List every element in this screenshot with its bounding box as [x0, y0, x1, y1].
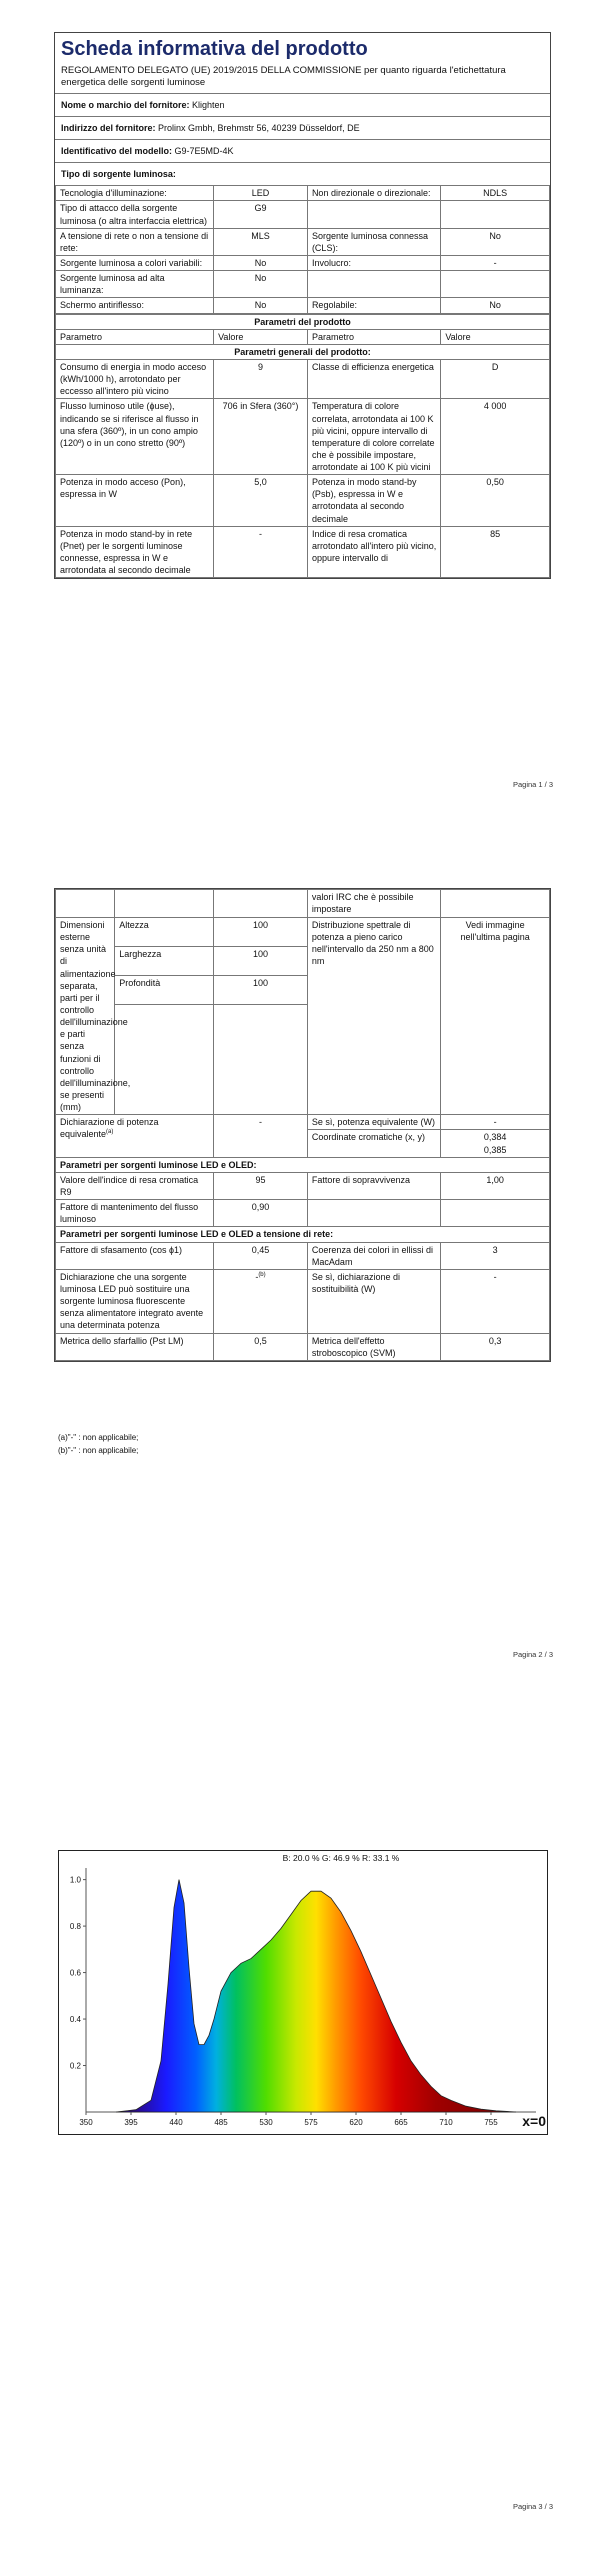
type-table — [55, 185, 550, 313]
general-cell-v1: 5,0 — [214, 475, 308, 527]
type-row — [56, 228, 550, 255]
spectral-distribution-value: Vedi immagine nell'ultima pagina — [441, 918, 550, 1115]
supplier-row — [55, 94, 550, 117]
model-value: G9-7E5MD-4K — [174, 145, 234, 156]
x-tick-label: 665 — [394, 2118, 408, 2127]
general-cell-l1: Flusso luminoso utile (ɸuse), indicando se si riferisce al flusso in una sfera (360º), in un cono ampio (120º) o in un cono stretto (90º) — [56, 399, 214, 475]
equivalent-power-value: - — [441, 1115, 550, 1130]
general-param-row — [56, 359, 550, 398]
type-cell-v1: No — [214, 255, 308, 270]
dim-name-depth: Profondità — [115, 976, 214, 1005]
type-row — [56, 201, 550, 228]
general-cell-l1: Consumo di energia in modo acceso (kWh/1000 h), arrotondato per eccesso all'intero più vicino — [56, 359, 214, 398]
type-cell-v2 — [441, 201, 550, 228]
color-consistency-value: 3 — [441, 1242, 550, 1269]
type-cell-l2: Regolabile: — [307, 298, 440, 313]
x-tick-label: 575 — [304, 2118, 318, 2127]
type-cell-l1: Schermo antiriflesso: — [56, 298, 214, 313]
general-header: Parametri generali del prodotto: — [56, 344, 550, 359]
y-tick-label: 1.0 — [69, 1875, 81, 1885]
type-cell-v2: No — [441, 228, 550, 255]
x-tick-label: 710 — [439, 2118, 453, 2127]
spectral-chart-svg — [58, 1850, 548, 2135]
params-table — [55, 314, 550, 579]
type-cell-v1: LED — [214, 186, 308, 201]
type-cell-v1: No — [214, 271, 308, 298]
general-cell-l1: Potenza in modo acceso (Pon), espressa in W — [56, 475, 214, 527]
type-cell-v2 — [441, 271, 550, 298]
cri-continued: valori IRC che è possibile impostare — [307, 890, 440, 918]
y-tick-label: 0.4 — [69, 2015, 81, 2025]
address-row — [55, 117, 550, 140]
supplier-label: Nome o marchio del fornitore: — [61, 99, 190, 110]
general-cell-l2: Classe di efficienza energetica — [307, 359, 440, 398]
stroboscopic-metric-label: Metrica dell'effetto stroboscopico (SVM) — [307, 1333, 440, 1360]
chart-title: B: 20.0 % G: 46.9 % R: 33.1 % — [282, 1853, 400, 1863]
flux-maintenance-value: 0,90 — [214, 1200, 308, 1227]
general-cell-v1: - — [214, 526, 308, 578]
page-number-1: Pagina 1 / 3 — [512, 780, 553, 789]
page-number-3: Pagina 3 / 3 — [512, 2502, 553, 2511]
address-value: Prolinx Gmbh, Brehmstr 56, 40239 Düsseldorf, DE — [158, 122, 360, 133]
x-tick-label: 350 — [79, 2118, 93, 2127]
led-params-header: Parametri per sorgenti luminose LED e OLED: — [56, 1157, 550, 1172]
flicker-metric-label: Metrica dello sfarfallio (Pst LM) — [56, 1333, 214, 1360]
col-header-param-2: Parametro — [307, 329, 440, 344]
corner-label: x=0 — [522, 2113, 546, 2129]
type-cell-v1: No — [214, 298, 308, 313]
general-param-row — [56, 475, 550, 527]
x-tick-label: 395 — [124, 2118, 138, 2127]
general-cell-v2: 85 — [441, 526, 550, 578]
general-cell-l2: Indice di resa cromatica arrotondato all'intero più vicino, oppure intervallo di — [307, 526, 440, 578]
dimensions-label: Dimensioni esterne senza unità di alimentazione separata, parti per il controllo dell'illuminazione e parti senza funzioni di controllo dell'illuminazione, se presenti (mm) — [56, 918, 115, 1115]
stroboscopic-metric-value: 0,3 — [441, 1333, 550, 1360]
dim-name-height: Altezza — [115, 918, 214, 947]
spectral-distribution-label: Distribuzione spettrale di potenza a pieno carico nell'intervallo da 250 nm a 800 nm — [307, 918, 440, 1115]
note-a-ref: (a) — [106, 1129, 114, 1136]
general-cell-v2: 0,50 — [441, 475, 550, 527]
x-tick-label: 440 — [169, 2118, 183, 2127]
type-cell-l1: Sorgente luminosa a colori variabili: — [56, 255, 214, 270]
type-row — [56, 255, 550, 270]
y-tick-label: 0.6 — [69, 1968, 81, 1978]
product-sheet-page-1 — [54, 32, 551, 579]
r9-value: 95 — [214, 1172, 308, 1199]
type-cell-l2: Involucro: — [307, 255, 440, 270]
chromaticity-value: 0,384 0,385 — [441, 1130, 550, 1157]
general-cell-l1: Potenza in modo stand-by in rete (Pnet) per le sorgenti luminose connesse, espressa in W e arrotondata al secondo decimale — [56, 526, 214, 578]
general-cell-l2: Temperatura di colore correlata, arrotondata ai 100 K più vicini, oppure intervallo di temperature di colore correlate che è possibile impostare, arrotondate ai 100 K più vicini — [307, 399, 440, 475]
general-cell-l2: Potenza in modo stand-by (Psb), espressa in W e arrotondata al secondo decimale — [307, 475, 440, 527]
chromaticity-label: Coordinate cromatiche (x, y) — [307, 1130, 440, 1157]
flux-maintenance-label: Fattore di mantenimento del flusso luminoso — [56, 1200, 214, 1227]
x-tick-label: 530 — [259, 2118, 273, 2127]
displacement-factor-label: Fattore di sfasamento (cos ɸ1) — [56, 1242, 214, 1269]
replaceability-label: Se sì, dichiarazione di sostituibilità (W) — [307, 1269, 440, 1333]
params-table-continued — [55, 889, 550, 1361]
type-cell-l2: Sorgente luminosa connessa (CLS): — [307, 228, 440, 255]
general-cell-v2: D — [441, 359, 550, 398]
type-cell-v2: - — [441, 255, 550, 270]
general-cell-v1: 706 in Sfera (360°) — [214, 399, 308, 475]
color-consistency-label: Coerenza dei colori in ellissi di MacAdam — [307, 1242, 440, 1269]
general-param-row — [56, 399, 550, 475]
type-row — [56, 186, 550, 201]
note-b-ref: (b) — [258, 1271, 266, 1278]
type-cell-l2 — [307, 201, 440, 228]
replaceability-value: - — [441, 1269, 550, 1333]
type-cell-l1: Sorgente luminosa ad alta luminanza: — [56, 271, 214, 298]
address-label: Indirizzo del fornitore: — [61, 122, 156, 133]
product-sheet-page-2 — [54, 888, 551, 1362]
col-header-param-1: Parametro — [56, 329, 214, 344]
r9-label: Valore dell'indice di resa cromatica R9 — [56, 1172, 214, 1199]
model-label: Identificativo del modello: — [61, 145, 173, 156]
x-tick-label: 755 — [484, 2118, 498, 2127]
page-2 — [0, 820, 603, 1680]
supplier-value: Klighten — [192, 99, 225, 110]
spectral-chart — [58, 1850, 548, 2135]
general-param-row — [56, 526, 550, 578]
dim-value-height: 100 — [214, 918, 308, 947]
equivalent-power-declaration-value: - — [214, 1115, 308, 1157]
footnotes — [58, 1432, 138, 1458]
displacement-factor-value: 0,45 — [214, 1242, 308, 1269]
type-row — [56, 298, 550, 313]
dim-name-width: Larghezza — [115, 947, 214, 976]
page-1 — [0, 0, 603, 820]
type-cell-l1: A tensione di rete o non a tensione di rete: — [56, 228, 214, 255]
general-cell-v2: 4 000 — [441, 399, 550, 475]
params-header: Parametri del prodotto — [56, 314, 550, 329]
survival-factor-label: Fattore di sopravvivenza — [307, 1172, 440, 1199]
survival-factor-value: 1,00 — [441, 1172, 550, 1199]
regulation-subtitle: REGOLAMENTO DELEGATO (UE) 2019/2015 DELLA COMMISSIONE per quanto riguarda l'etichettatura energetica delle sorgenti luminose — [61, 65, 506, 89]
type-header-label: Tipo di sorgente luminosa: — [61, 169, 176, 180]
equivalent-power-declaration-label: Dichiarazione di potenza equivalente$^{(a)}$ — [56, 1115, 214, 1157]
dim-value-depth: 100 — [214, 976, 308, 1005]
type-cell-v1: MLS — [214, 228, 308, 255]
col-header-value-1: Valore — [214, 329, 308, 344]
type-cell-v1: G9 — [214, 201, 308, 228]
footnote-a: (a)"-" : non applicabile; — [58, 1433, 139, 1442]
mains-params-header: Parametri per sorgenti luminose LED e OLED a tensione di rete: — [56, 1227, 550, 1242]
footnote-b: (b)"-" : non applicabile; — [58, 1445, 139, 1455]
flicker-metric-value: 0,5 — [214, 1333, 308, 1360]
header-block — [55, 33, 550, 94]
general-cell-v1: 9 — [214, 359, 308, 398]
col-header-value-2: Valore — [441, 329, 550, 344]
type-row — [56, 271, 550, 298]
y-tick-label: 0.8 — [69, 1922, 81, 1932]
type-cell-l2: Non direzionale o direzionale: — [307, 186, 440, 201]
type-cell-l1: Tipo di attacco della sorgente luminosa (o altra interfaccia elettrica) — [56, 201, 214, 228]
x-tick-label: 485 — [214, 2118, 228, 2127]
fluorescent-replacement-label: Dichiarazione che una sorgente luminosa LED può sostituire una sorgente luminosa fluorescente senza alimentatore integrato avente una determinata potenza — [56, 1269, 214, 1333]
model-row — [55, 140, 550, 163]
type-header — [55, 163, 550, 185]
type-cell-v2: No — [441, 298, 550, 313]
type-cell-l2 — [307, 271, 440, 298]
type-cell-v2: NDLS — [441, 186, 550, 201]
y-tick-label: 0.2 — [69, 2061, 81, 2071]
dim-value-width: 100 — [214, 947, 308, 976]
page-title: Scheda informativa del prodotto — [61, 38, 368, 60]
fluorescent-replacement-value: -$^{(b)}$ — [214, 1269, 308, 1333]
equivalent-power-label: Se sì, potenza equivalente (W) — [307, 1115, 440, 1130]
x-tick-label: 620 — [349, 2118, 363, 2127]
type-cell-l1: Tecnologia d'illuminazione: — [56, 186, 214, 201]
page-number-2: Pagina 2 / 3 — [512, 1650, 553, 1659]
